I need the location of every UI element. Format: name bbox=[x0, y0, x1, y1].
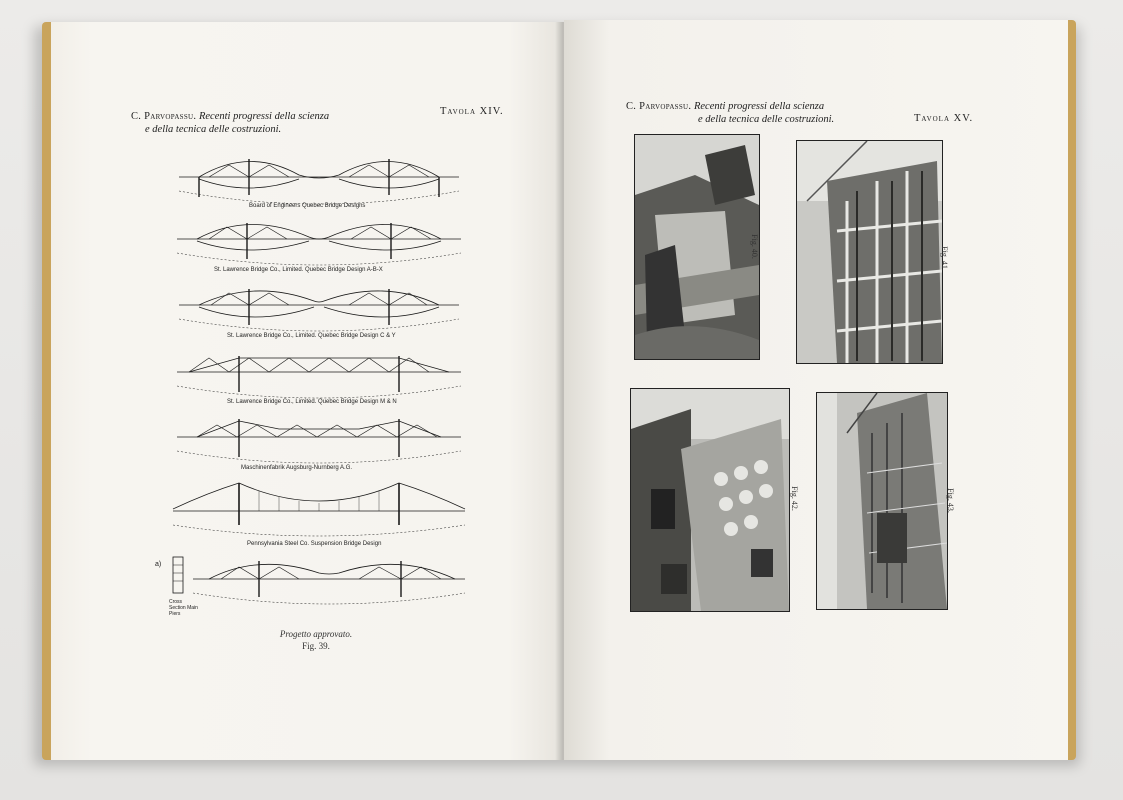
fig-43-label: Fig. 43. bbox=[945, 488, 955, 513]
photo-fig-43 bbox=[816, 392, 948, 610]
left-header-author: C. Parvopassu. bbox=[131, 111, 197, 122]
right-running-header bbox=[626, 100, 834, 126]
figure-note: Progetto approvato. bbox=[279, 629, 353, 639]
left-plate-number: Tavola XIV. bbox=[440, 106, 504, 117]
bridge-caption-4: St. Lawrence Bridge Co., Limited. Quebec Bridge Design M & N bbox=[227, 399, 397, 405]
left-header-title-line2: e della tecnica delle costruzioni. bbox=[145, 124, 282, 135]
fig-40-label: Fig. 40. bbox=[749, 234, 759, 259]
right-plate-number: Tavola XV. bbox=[914, 113, 974, 124]
bridge-caption-1: Board of Engineers Quebec Bridge Designs bbox=[249, 203, 366, 209]
left-page bbox=[42, 22, 571, 760]
right-header-title-line1: Recenti progressi della scienza bbox=[693, 101, 825, 112]
bridge-elevation-7-approved bbox=[173, 557, 465, 604]
photo-fig-40 bbox=[634, 134, 760, 360]
bridge-elevation-2 bbox=[177, 223, 461, 265]
cross-section-label: Cross Section Main Piers bbox=[169, 599, 198, 617]
photo-fig-42 bbox=[630, 388, 790, 612]
bridge-elevation-3 bbox=[179, 289, 459, 331]
bridge-caption-6: Pennsylvania Steel Co. Suspension Bridge Design bbox=[247, 541, 382, 547]
bridge-elevation-1 bbox=[179, 159, 459, 204]
fig-41-label: Fig. 41. bbox=[939, 246, 949, 271]
left-running-header bbox=[131, 110, 329, 136]
bridge-designs-drawing bbox=[155, 147, 469, 617]
right-page bbox=[564, 20, 1076, 760]
sub-figure-label: a) bbox=[155, 561, 162, 568]
bridge-elevation-4 bbox=[177, 356, 461, 398]
bridge-caption-5: Maschinenfabrik Augsburg-Nurnberg A.G. bbox=[241, 465, 353, 471]
fig-42-label: Fig. 42. bbox=[789, 486, 799, 511]
bridge-elevation-6-suspension bbox=[173, 483, 465, 536]
bridge-caption-3: St. Lawrence Bridge Co., Limited. Quebec Bridge Design C & Y bbox=[227, 333, 396, 339]
bridge-caption-2: St. Lawrence Bridge Co., Limited. Quebec Bridge Design A-B-X bbox=[214, 267, 383, 273]
figure-number-39: Fig. 39. bbox=[302, 641, 330, 651]
right-header-title-line2: e della tecnica delle costruzioni. bbox=[698, 114, 835, 125]
bridge-elevation-5 bbox=[177, 419, 461, 463]
right-header-author: C. Parvopassu. bbox=[626, 101, 692, 112]
photo-fig-41 bbox=[796, 140, 943, 364]
left-header-title-line1: Recenti progressi della scienza bbox=[198, 111, 330, 122]
